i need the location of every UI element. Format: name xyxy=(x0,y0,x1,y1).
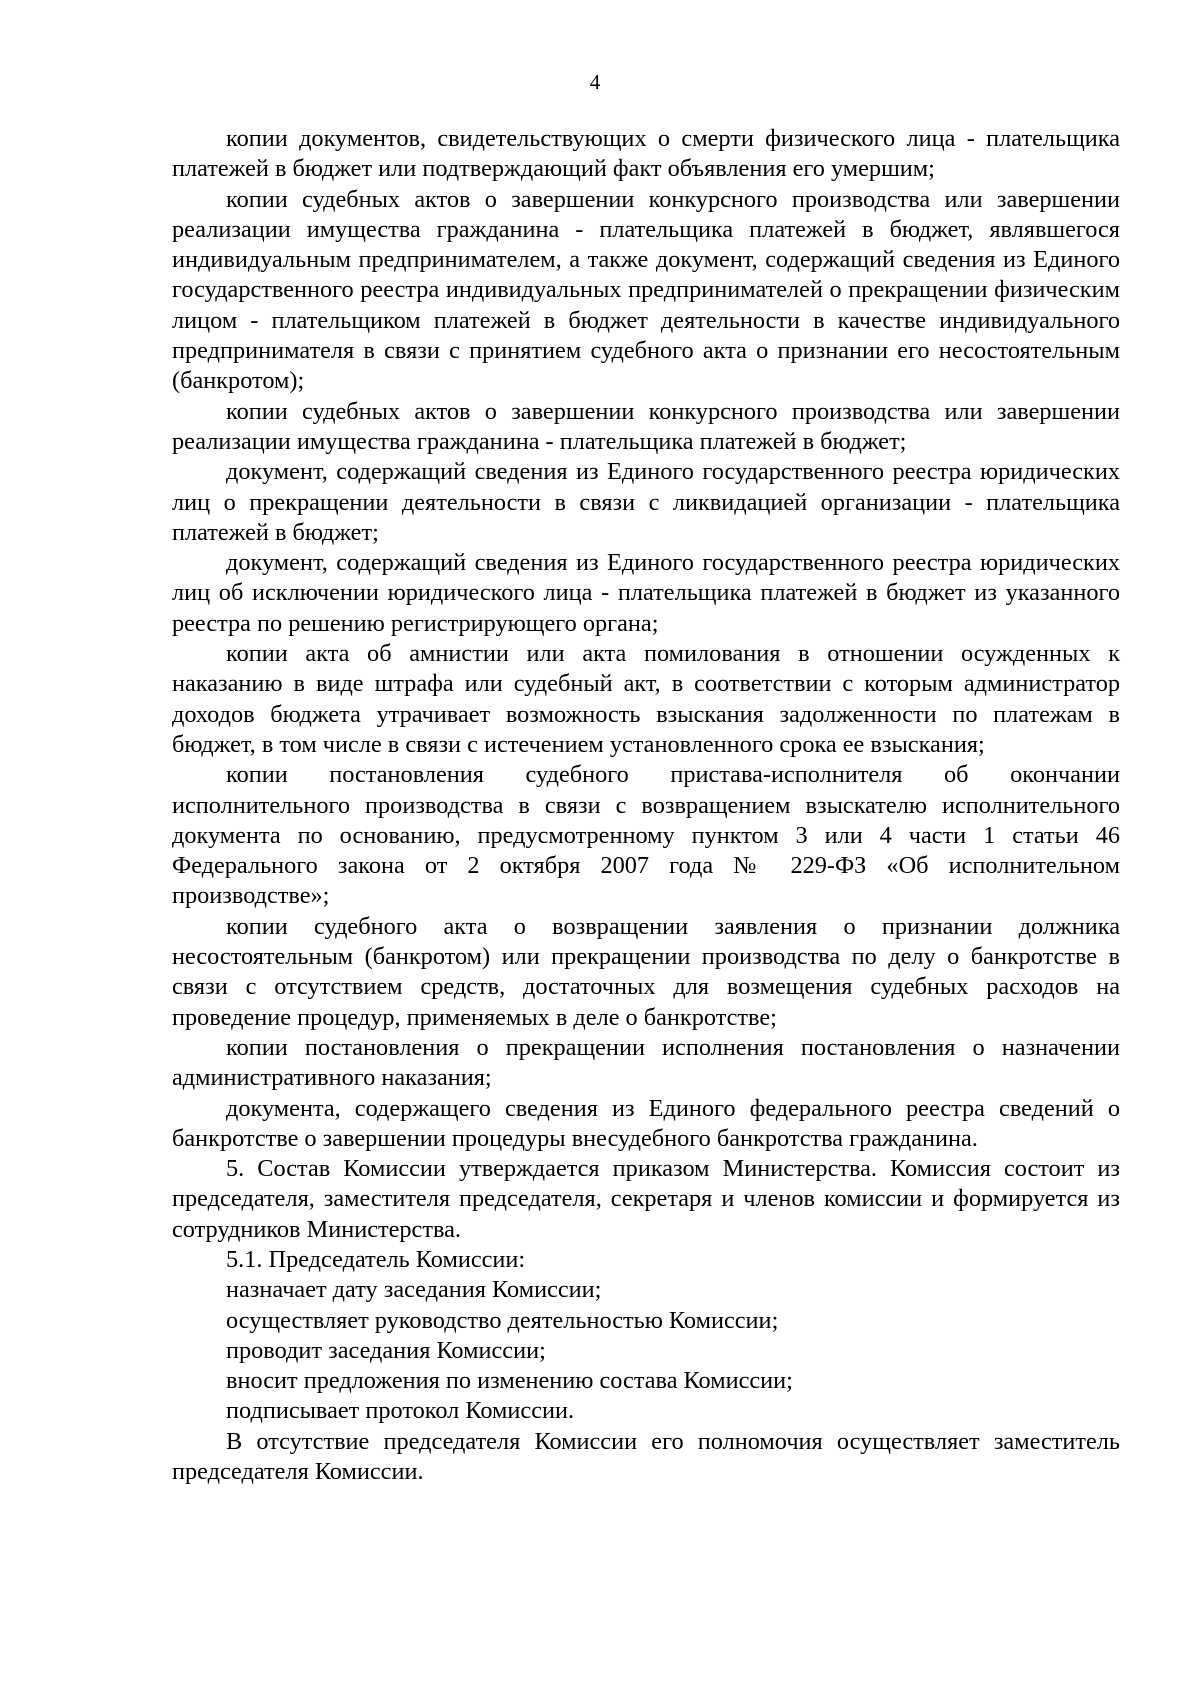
paragraph: документ, содержащий сведения из Единого государственного реестра юридических лиц о прекращении деятельности в связи с ликвидацией организации - плательщика платежей в бюджет; xyxy=(172,458,1120,546)
document-body xyxy=(172,124,1120,1487)
paragraph: копии постановления судебного пристава-исполнителя об окончании исполнительного производства в связи с возвращением взыскателю исполнительного документа по основанию, предусмотренному пунктом 3 или 4 части 1 статьи 46 Федерального закона от 2 октября 2007 года № 229-ФЗ «Об исполнительном производстве»; xyxy=(172,761,1120,910)
paragraph: В отсутствие председателя Комиссии его полномочия осуществляет заместитель председателя Комиссии. xyxy=(172,1427,1120,1486)
page-number: 4 xyxy=(589,70,601,94)
paragraph: копии акта об амнистии или акта помилования в отношении осужденных к наказанию в виде штрафа или судебный акт, в соответствии с которым администратор доходов бюджета утрачивает возможность взыскания задолженности по платежам в бюджет, в том числе в связи с истечением установленного срока ее взыскания; xyxy=(172,640,1120,758)
paragraph: копии судебных актов о завершении конкурсного производства или завершении реализации имущества гражданина - плательщика платежей в бюджет, являвшегося индивидуальным предпринимателем, а также документ, содержащий сведения из Единого государственного реестра индивидуальных предпринимателей о прекращении физическим лицом - плательщиком платежей в бюджет деятельности в качестве индивидуального предпринимателя в связи с принятием судебного акта о признании его несостоятельным (банкротом); xyxy=(172,185,1120,395)
paragraph: копии судебного акта о возвращении заявления о признании должника несостоятельным (банкротом) или прекращении производства по делу о банкротстве в связи с отсутствием средств, достаточных для возмещения судебных расходов на проведение процедур, применяемых в деле о банкротстве; xyxy=(172,912,1120,1031)
paragraph: документа, содержащего сведения из Единого федерального реестра сведений о банкротстве о завершении процедуры внесудебного банкротства гражданина. xyxy=(172,1094,1120,1152)
paragraph: копии постановления о прекращении исполнения постановления о назначении административного наказания; xyxy=(172,1033,1120,1092)
paragraph: проводит заседания Комиссии; xyxy=(226,1336,546,1364)
paragraph: вносит предложения по изменению состава Комиссии; xyxy=(226,1367,793,1395)
paragraph: подписывает протокол Комиссии. xyxy=(226,1397,575,1425)
paragraph: 5.1. Председатель Комиссии: xyxy=(226,1245,526,1273)
paragraph: 5. Состав Комиссии утверждается приказом Министерства. Комиссия состоит из председателя, заместителя председателя, секретаря и членов комиссии и формируется из сотрудников Министерства. xyxy=(172,1155,1120,1243)
paragraph: назначает дату заседания Комиссии; xyxy=(226,1276,602,1304)
paragraph: копии судебных актов о завершении конкурсного производства или завершении реализации имущества гражданина - плательщика платежей в бюджет; xyxy=(172,397,1120,455)
paragraph: документ, содержащий сведения из Единого государственного реестра юридических лиц об исключении юридического лица - плательщика платежей в бюджет из указанного реестра по решению регистрирующего органа; xyxy=(172,549,1120,637)
paragraph: копии документов, свидетельствующих о смерти физического лица - плательщика платежей в бюджет или подтверждающий факт объявления его умершим; xyxy=(172,125,1120,183)
paragraph: осуществляет руководство деятельностью Комиссии; xyxy=(226,1306,779,1334)
